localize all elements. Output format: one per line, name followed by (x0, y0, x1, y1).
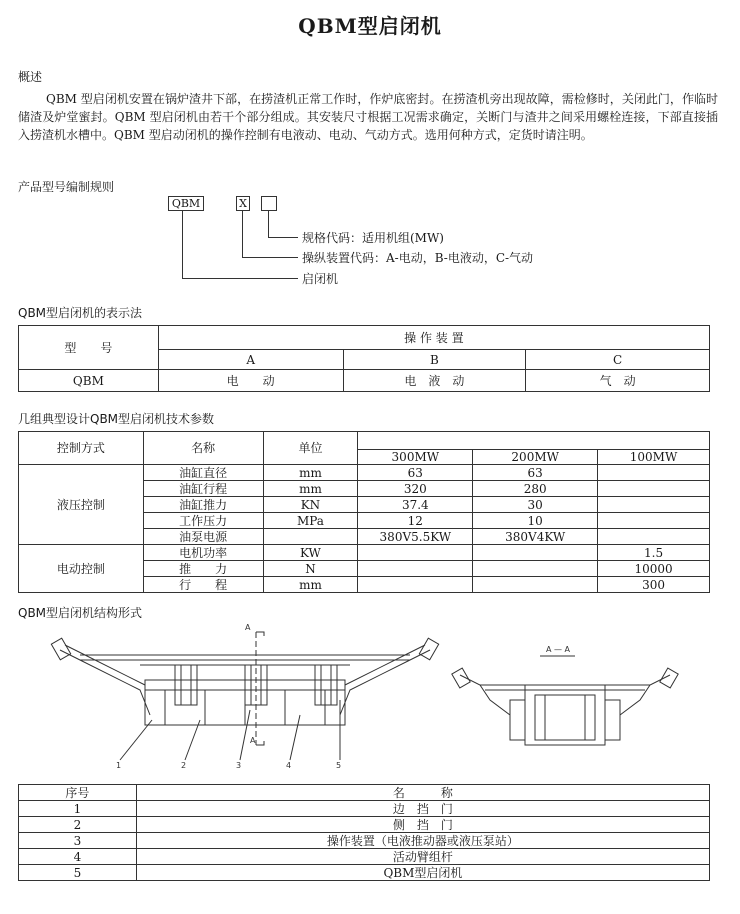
params-cell: 工作压力 (143, 513, 263, 529)
params-cell: 油缸推力 (143, 497, 263, 513)
parts-no-header: 序号 (19, 785, 137, 801)
overview-heading: 概述 (18, 70, 43, 84)
op-leader-h (242, 257, 298, 258)
op-leader (242, 211, 243, 258)
parts-no: 4 (19, 849, 137, 865)
callout-1: 1 (116, 761, 122, 770)
params-cell: 380V4KW (473, 529, 598, 545)
section-mark-bottom: A (250, 736, 256, 745)
notation-col-c: C (526, 350, 710, 370)
params-cell (598, 529, 710, 545)
spec-code-box (261, 196, 277, 211)
notation-op-header: 操 作 装 置 (158, 326, 709, 350)
params-cell (263, 529, 358, 545)
notation-val-a: 电 动 (158, 370, 343, 392)
parts-name: QBM型启闭机 (136, 865, 709, 881)
overview-text: QBM 型启闭机安置在锅炉渣井下部，在捞渣机正常工作时，作炉底密封。在捞渣机旁出现故障，需检修时，关闭此门，作临时储渣及炉堂蜜封。QBM 型启闭机由若干个部分组成。其安装尺寸根据工况需求确定，关断门与渣井之间采用螺栓连接，下部直接插入捞渣机水槽中。QBM 型启动闭机的操作控制有电液动、电动、气动方式。选用何种方式，定货时请注明。 (18, 92, 718, 142)
params-cell (598, 497, 710, 513)
spec-leader-h (268, 237, 298, 238)
structure-heading: QBM型启闭机结构形式 (18, 606, 143, 620)
callout-2: 2 (181, 761, 187, 770)
parts-table (18, 784, 710, 881)
params-cell: 1.5 (598, 545, 710, 561)
params-cell (598, 465, 710, 481)
params-cell: 12 (358, 513, 473, 529)
page-title: QBM型启闭机 (298, 14, 442, 38)
params-cell: 10000 (598, 561, 710, 577)
notation-heading: QBM型启闭机的表示法 (18, 306, 143, 320)
params-ctrl-header: 控制方式 (19, 432, 144, 465)
params-mw-200: 200MW (473, 450, 598, 465)
section-mark-top: A (245, 623, 251, 632)
params-cell (358, 545, 473, 561)
params-cell: 油泵电源 (143, 529, 263, 545)
spec-code-label: 规格代码：适用机组(MW) (302, 231, 444, 245)
params-cell (473, 577, 598, 593)
params-row (19, 545, 710, 561)
params-cell: 油缸直径 (143, 465, 263, 481)
parts-name: 操作装置（电液推动器或液压泵站） (136, 833, 709, 849)
spec-leader (268, 211, 269, 238)
parts-no: 1 (19, 801, 137, 817)
parts-name-header: 名 称 (136, 785, 709, 801)
params-cell: mm (263, 481, 358, 497)
params-cell (473, 545, 598, 561)
params-mw-100: 100MW (598, 450, 710, 465)
callout-5: 5 (336, 761, 342, 770)
parts-no: 5 (19, 865, 137, 881)
parts-row (19, 865, 710, 881)
params-cell: 油缸行程 (143, 481, 263, 497)
params-cell (358, 577, 473, 593)
params-mw-spacer (358, 432, 710, 450)
params-cell: N (263, 561, 358, 577)
params-cell (598, 481, 710, 497)
params-cell: 63 (358, 465, 473, 481)
params-cell: KN (263, 497, 358, 513)
model-rule-heading: 产品型号编制规则 (18, 180, 115, 194)
params-cell: 推 力 (143, 561, 263, 577)
parts-row (19, 801, 710, 817)
params-cell: 电机功率 (143, 545, 263, 561)
notation-col-a: A (158, 350, 343, 370)
params-cell: mm (263, 577, 358, 593)
op-code-label: 操纵装置代码：A-电动，B-电液动，C-气动 (302, 251, 534, 265)
params-cell: 10 (473, 513, 598, 529)
params-unit-header: 单位 (263, 432, 358, 465)
params-cell: 280 (473, 481, 598, 497)
notation-val-b: 电 液 动 (343, 370, 526, 392)
params-cell: 380V5.5KW (358, 529, 473, 545)
notation-val-c: 气 动 (526, 370, 710, 392)
notation-row-model: QBM (19, 370, 159, 392)
callout-4: 4 (286, 761, 292, 770)
params-name-header: 名称 (143, 432, 263, 465)
parts-row (19, 833, 710, 849)
params-cell: 300 (598, 577, 710, 593)
parts-name: 侧 挡 门 (136, 817, 709, 833)
params-row (19, 465, 710, 481)
params-cell: MPa (263, 513, 358, 529)
params-cell: 37.4 (358, 497, 473, 513)
parts-row (19, 849, 710, 865)
params-cell: mm (263, 465, 358, 481)
notation-table (18, 325, 710, 392)
params-cell: 63 (473, 465, 598, 481)
parts-no: 2 (19, 817, 137, 833)
notation-col-b: B (343, 350, 526, 370)
params-group-name: 液压控制 (19, 465, 144, 545)
parts-name: 活动臂组杆 (136, 849, 709, 865)
notation-model-header: 型 号 (19, 326, 159, 370)
model-code-label: 启闭机 (302, 272, 339, 286)
params-cell: 320 (358, 481, 473, 497)
parts-no: 3 (19, 833, 137, 849)
params-cell (598, 513, 710, 529)
params-cell: KW (263, 545, 358, 561)
section-view-drawing (450, 640, 680, 755)
operation-code-box: X (236, 196, 250, 211)
parts-row (19, 817, 710, 833)
params-mw-300: 300MW (358, 450, 473, 465)
model-leader-h (182, 278, 298, 279)
params-cell (358, 561, 473, 577)
params-group-name: 电动控制 (19, 545, 144, 593)
params-cell: 行 程 (143, 577, 263, 593)
parts-name: 边 挡 门 (136, 801, 709, 817)
params-cell (473, 561, 598, 577)
section-view-title: A — A (546, 645, 571, 654)
model-code-box: QBM (168, 196, 204, 211)
model-leader (182, 211, 183, 279)
params-table (18, 431, 710, 593)
callout-3: 3 (236, 761, 242, 770)
params-cell: 30 (473, 497, 598, 513)
front-view-drawing (40, 620, 440, 770)
params-heading: 几组典型设计QBM型启闭机技术参数 (18, 412, 215, 426)
